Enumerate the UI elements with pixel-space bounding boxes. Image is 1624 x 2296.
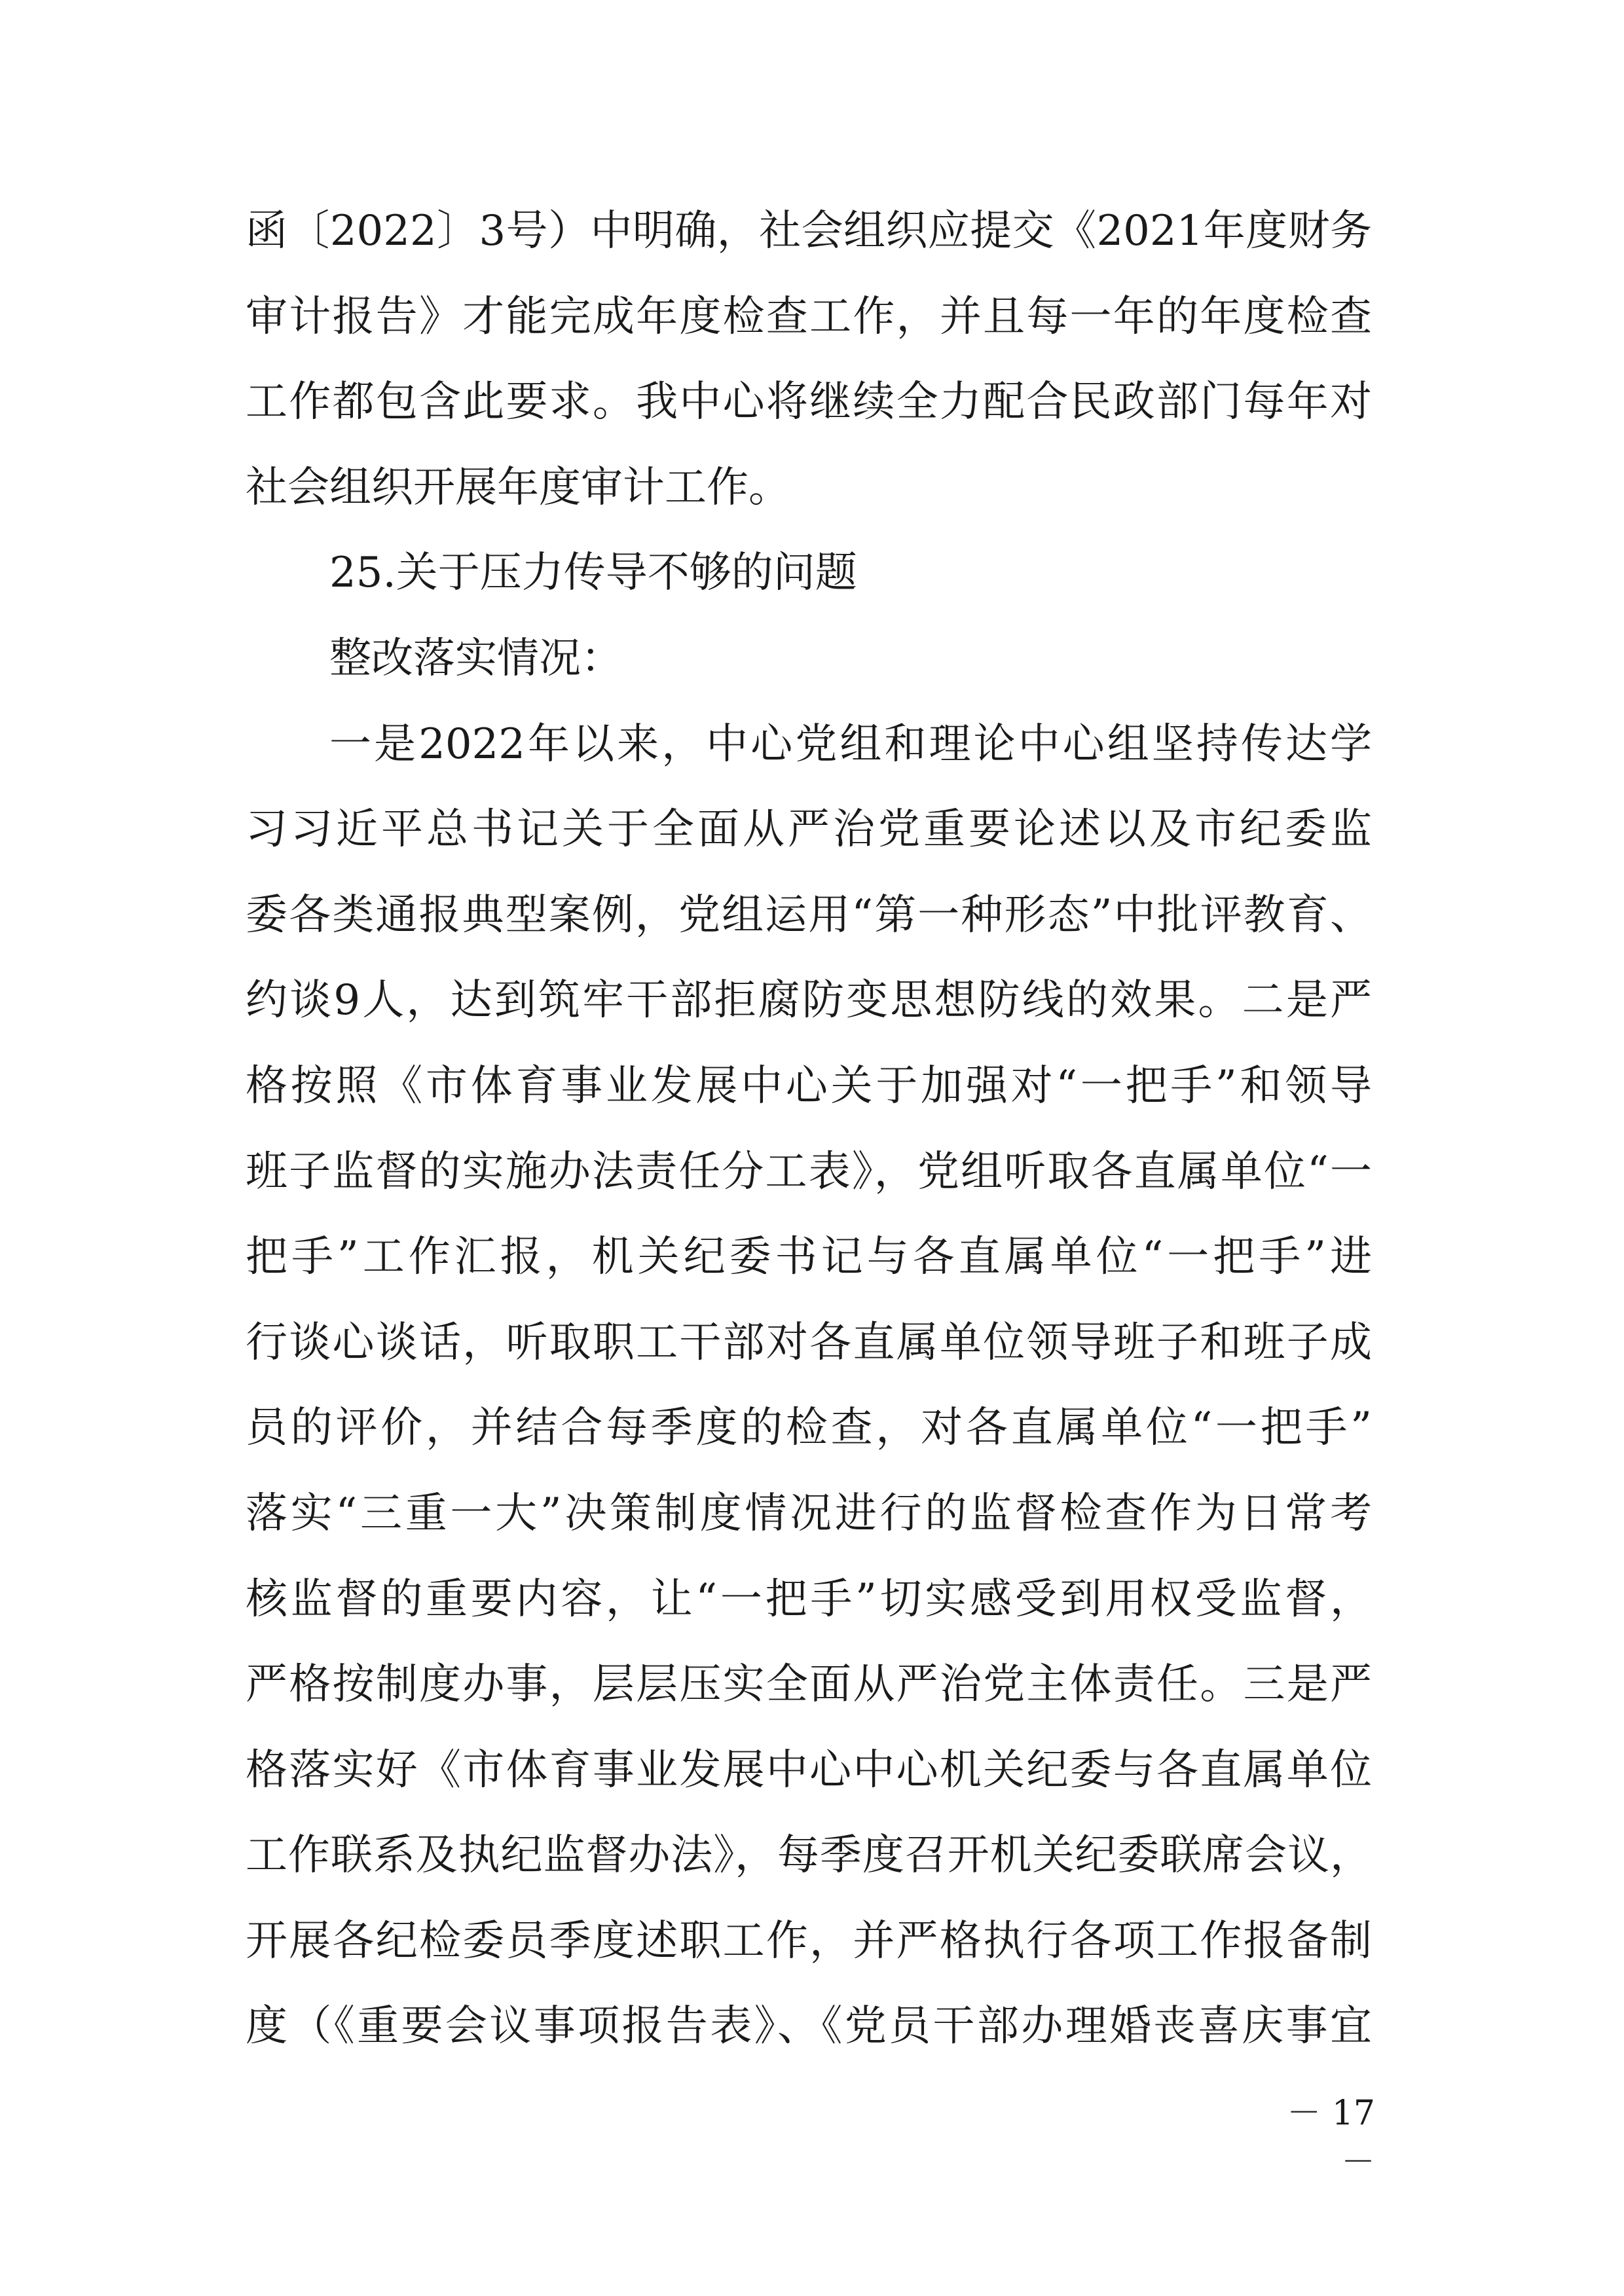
text-line: 约谈9人，达到筑牢干部拒腐防变思想防线的效果。二是严 xyxy=(246,976,1372,1025)
text-line: 把手”工作汇报，机关纪委书记与各直属单位“一把手”进 xyxy=(246,1233,1372,1282)
text-line: 开展各纪检委员季度述职工作，并严格执行各项工作报备制 xyxy=(246,1916,1372,1965)
text-line: 习习近平总书记关于全面从严治党重要论述以及市纪委监 xyxy=(246,805,1372,854)
page-number: － 17 － xyxy=(1287,2094,1375,2182)
text-line: 行谈心谈话，听取职工干部对各直属单位领导班子和班子成 xyxy=(246,1318,1372,1367)
text-line: 落实“三重一大”决策制度情况进行的监督检查作为日常考 xyxy=(246,1489,1372,1538)
text-line: 审计报告》才能完成年度检查工作，并且每一年的年度检查 xyxy=(246,292,1372,341)
text-line: 一是2022年以来，中心党组和理论中心组坚持传达学 xyxy=(329,720,1372,769)
text-line: 委各类通报典型案例，党组运用“第一种形态”中批评教育、 xyxy=(246,890,1372,939)
text-line: 核监督的重要内容，让“一把手”切实感受到用权受监督， xyxy=(246,1575,1372,1624)
text-line: 工作都包含此要求。我中心将继续全力配合民政部门每年对 xyxy=(246,378,1372,427)
text-line: 度（《重要会议事项报告表》、《党员干部办理婚丧喜庆事宜 xyxy=(246,2002,1372,2051)
section-heading: 25.关于压力传导不够的问题 xyxy=(329,549,857,598)
text-line: 员的评价，并结合每季度的检查，对各直属单位“一把手” xyxy=(246,1404,1372,1453)
text-line: 函〔2022〕3号）中明确，社会组织应提交《2021年度财务 xyxy=(246,207,1372,255)
text-line: 班子监督的实施办法责任分工表》，党组听取各直属单位“一 xyxy=(246,1147,1372,1196)
text-line: 格按照《市体育事业发展中心关于加强对“一把手”和领导 xyxy=(246,1061,1372,1110)
body-text xyxy=(246,189,1372,2069)
text-line: 格落实好《市体育事业发展中心中心机关纪委与各直属单位 xyxy=(246,1745,1372,1795)
subheading: 整改落实情况： xyxy=(329,634,623,683)
text-line: 工作联系及执纪监督办法》，每季度召开机关纪委联席会议， xyxy=(246,1831,1372,1880)
text-line: 严格按制度办事，层层压实全面从严治党主体责任。三是严 xyxy=(246,1660,1372,1709)
text-line: 社会组织开展年度审计工作。 xyxy=(246,463,790,512)
